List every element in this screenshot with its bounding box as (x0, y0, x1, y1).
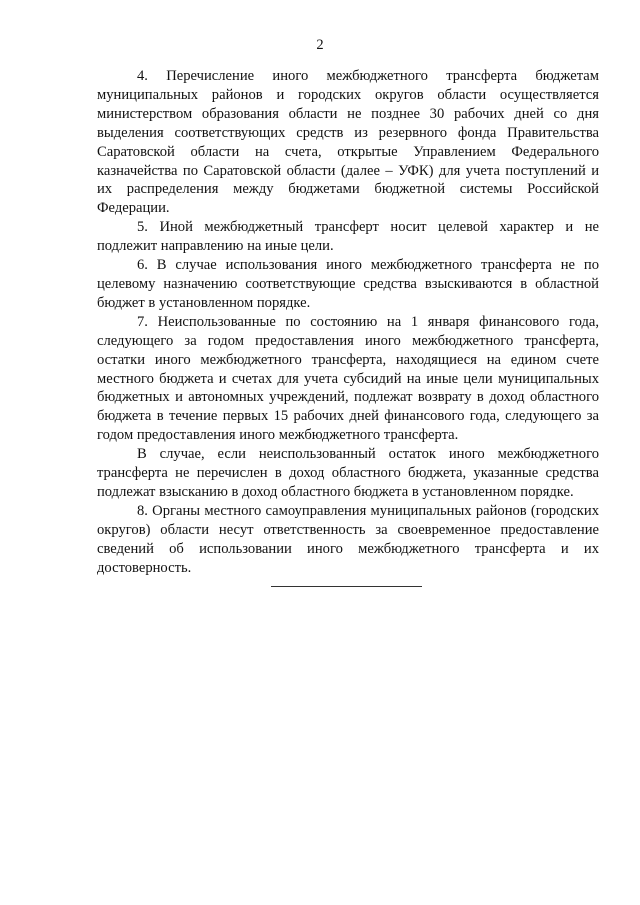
paragraph-local-responsibility: 8. Органы местного самоуправления муниципальных районов (городских округов) области несут ответственность за своевременное предоставление сведений об использовании иного межбюджетного трансферта и их достоверность. (97, 502, 599, 576)
paragraph-targeted-purpose: 5. Иной межбюджетный трансферт носит целевой характер и не подлежит направлению на иные цели. (97, 219, 599, 255)
paragraph-unused-balance-return: 7. Неиспользованные по состоянию на 1 января финансового года, следующего за годом предоставления иного межбюджетного трансферта, остатки иного межбюджетного трансферта, находящиеся на едином счете местного бюджета и счетах для учета субсидий на иные цели муниципальных бюджетных и автономных учреждений, подлежат возврату в доход областного бюджета в течение первых 15 рабочих дней финансового года, следующего за годом предоставления иного межбюджетного трансферта. (97, 313, 599, 444)
paragraph-unreturned-balance: В случае, если неиспользованный остаток иного межбюджетного трансферта не перечислен в доход областного бюджета, указанные средства подлежат взысканию в доход областного бюджета в установленном порядке. (97, 446, 599, 500)
document-body (97, 67, 599, 577)
end-divider-line (271, 586, 422, 587)
paragraph-misuse-recovery: 6. В случае использования иного межбюджетного трансферта не по целевому назначению соответствующие средства взыскиваются в областной бюджет в установленном порядке. (97, 257, 599, 311)
paragraph-transfer-procedure: 4. Перечисление иного межбюджетного трансферта бюджетам муниципальных районов и городских округов области осуществляется министерством образования области не позднее 30 рабочих дней со дня выделения соответствующих средств из резервного фонда Правительства Саратовской области на счета, открытые Управлением Федерального казначейства по Саратовской области (далее – УФК) для учета поступлений и их распределения между бюджетами бюджетной системы Российской Федерации. (97, 68, 599, 217)
page-number: 2 (316, 37, 324, 53)
